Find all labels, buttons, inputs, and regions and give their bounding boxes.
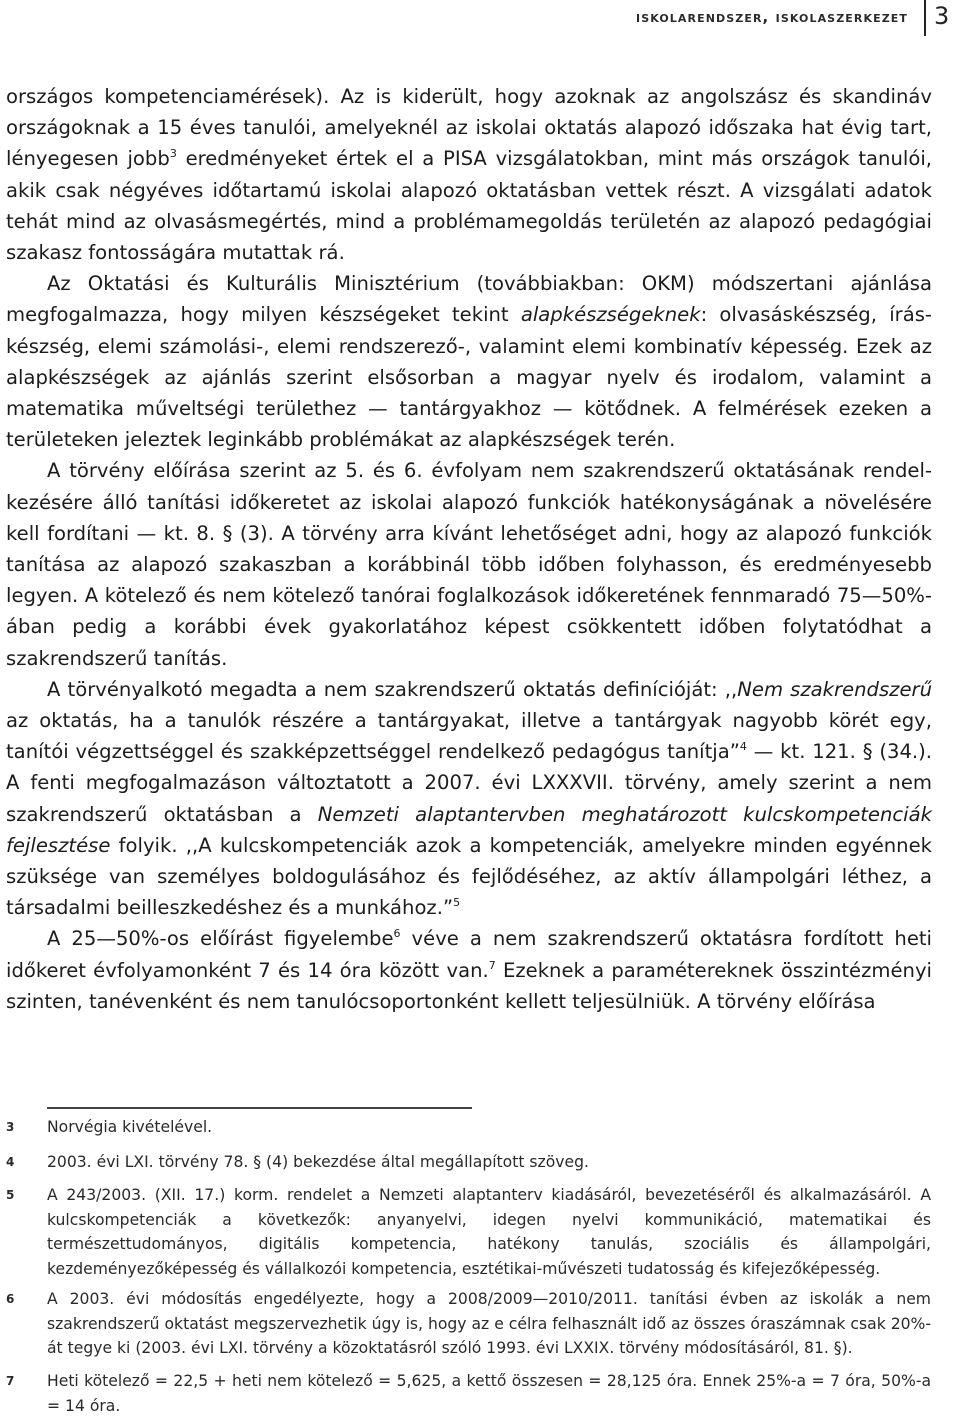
paragraph bbox=[6, 268, 932, 455]
text-run: az oktatás, ha a tanulók részére a tantárgyakat, illetve a tantárgyak nagyobb körét egy, tanítói végzettséggel és szakképzettséggel rendelkező pedagógus tanítja” bbox=[6, 709, 932, 764]
text-run: folyik. ,,A kulcskompetenciák azok a kompetenciák, amelyekre minden egyénnek szüksége van személyes boldogulásához és fejlődéséhez, az aktív állampolgári léthez, a társadalmi beilleszkedéshez és a munkához.” bbox=[6, 833, 932, 920]
emphasis: Nem szakrendszerű bbox=[737, 677, 932, 701]
footnote-text: A 2003. évi módosítás engedélyezte, hogy a 2008/2009—2010/2011. tanítási évben az iskolák a nem szakrendszerű oktatást megszervezhetik úgy is, hogy az e célra felhasznált idő az összes óraszámnak csak 20%-át tegye ki (2003. évi LXI. törvény a közoktatásról szóló 1993. évi LXXIX. törvény módosításáról, 81. §). bbox=[47, 1290, 931, 1357]
emphasis: Nemzeti alaptantervben meghatározott kulcskompetenciák fejlesztése bbox=[6, 802, 932, 857]
paragraph bbox=[6, 674, 932, 924]
footnote-ref: 5 bbox=[453, 896, 461, 910]
emphasis: alapkészségeknek bbox=[520, 303, 701, 327]
footnote-number: 5 bbox=[6, 1188, 15, 1202]
footnote-ref: 3 bbox=[169, 147, 177, 161]
page-header bbox=[0, 0, 960, 42]
footnote-number: 4 bbox=[6, 1155, 15, 1169]
header-divider bbox=[924, 0, 926, 36]
paragraph bbox=[6, 81, 932, 268]
paragraph: A törvény előírása szerint az 5. és 6. évfolyam nem szakrendszerű oktatásának rendelkezésére álló tanítási időkeretet az iskolai alapozó funkciók hatékonyságának a növelésére kell fordítani — kt. 8. § (3). A törvény arra kívánt lehetőséget adni, hogy az alapozó funkciók tanítása az alapozó szakaszban a korábbinál több időben folyhasson, és eredményesebb legyen. A kötelező és nem kötelező tanórai foglalkozások időkeretének fennmaradó 75—50%-ában pedig a korábbi évek gyakorlatához képest csökkentett időben folytatódhat a szakrendszerű tanítás. bbox=[6, 459, 932, 670]
footnote-number: 6 bbox=[6, 1292, 15, 1306]
footnote-ref: 4 bbox=[739, 740, 747, 754]
footnote-text: 2003. évi LXI. törvény 78. § (4) bekezdése által megállapított szöveg. bbox=[47, 1153, 589, 1171]
body-text bbox=[6, 81, 932, 1017]
text-run: Ezeknek a paramétereknek összintézményi szinten, tanévenként és nem tanulócsoportonként kellett teljesülniük. A törvény előírása bbox=[6, 958, 932, 1013]
text-run: országos kompetenciamérések). Az is kiderült, hogy azoknak az angolszász és skandináv országoknak a 15 éves tanulói, amelyeknél az iskolai oktatás alapozó időszaka hat évig tart, lényegesen jobb bbox=[6, 85, 932, 171]
footnote-separator bbox=[47, 1107, 472, 1109]
running-title: iskolarendszer, iskolaszerkezet bbox=[636, 8, 908, 26]
text-run: A 25—50%-os előírást figyelembe bbox=[47, 927, 394, 951]
text-run: : olvasáskészség, íráskészség, elemi számolási-, elemi rendszerező-, valamint elemi kombinatív képesség. Ezek az alapkészségek az ajánlás szerint elsősorban a magyar nyelv és irodalom, valamint a matematika műveltségi területhez — tantárgyakhoz — kötődnek. A felmérések ezeken a területeken jeleztek leginkább problémákat az alapkészségek terén. bbox=[6, 303, 932, 452]
footnote-text: A 243/2003. (XII. 17.) korm. rendelet a Nemzeti alaptanterv kiadásáról, bevezetéséről és alkalmazásáról. A kulcskompetenciák a következők: anyanyelvi, idegen nyelvi kommunikáció, matematikai és természettudományos, digitális kompetencia, hatékony tanulás, szociális és állampolgári, kezdeményezőképesség és vállalkozói kompetencia, esztétikai-művészeti tudatosság és kifejezőképesség. bbox=[47, 1186, 931, 1278]
page-number: 3 bbox=[934, 2, 950, 30]
footnote-number: 3 bbox=[6, 1120, 15, 1134]
footnote-text: Norvégia kivételével. bbox=[47, 1118, 213, 1136]
footnote-ref: 7 bbox=[488, 958, 496, 972]
text-run: — kt. 121. § (34.). A fenti megfogalmazáson változtatott a 2007. évi LXXXVII. törvény, amely szerint a nem szakrendszerű oktatásban a bbox=[6, 740, 933, 826]
text-run: véve a nem szakrendszerű oktatásra fordított heti időkeret évfolyamonként 7 és 14 óra között van. bbox=[6, 927, 933, 982]
text-run: Az Oktatási és Kulturális Minisztérium (továbbiakban: OKM) módszertani ajánlása megfogalmazza, hogy milyen készségeket tekint bbox=[6, 272, 932, 327]
text-run: A törvényalkotó megadta a nem szakrendszerű oktatás definícióját: ,, bbox=[47, 677, 738, 701]
footnote-text: Heti kötelező = 22,5 + heti nem kötelező = 5,625, a kettő összesen = 28,125 óra. Ennek 25%-a = 7 óra, 50%-a = 14 óra. bbox=[47, 1372, 931, 1415]
paragraph bbox=[6, 923, 932, 1017]
text-run: eredményeket értek el a PISA vizsgálatokban, mint más országok tanulói, akik csak négyéves időtartamú iskolai alapozó oktatásban vettek részt. A vizsgálati adatok tehát mind az olvasásmegértés, mind a problémamegoldás területén az alapozó pedagógiai szakasz fontosságára mutattak rá. bbox=[6, 147, 933, 265]
footnote-number: 7 bbox=[6, 1374, 15, 1388]
footnote-ref: 6 bbox=[393, 927, 401, 941]
